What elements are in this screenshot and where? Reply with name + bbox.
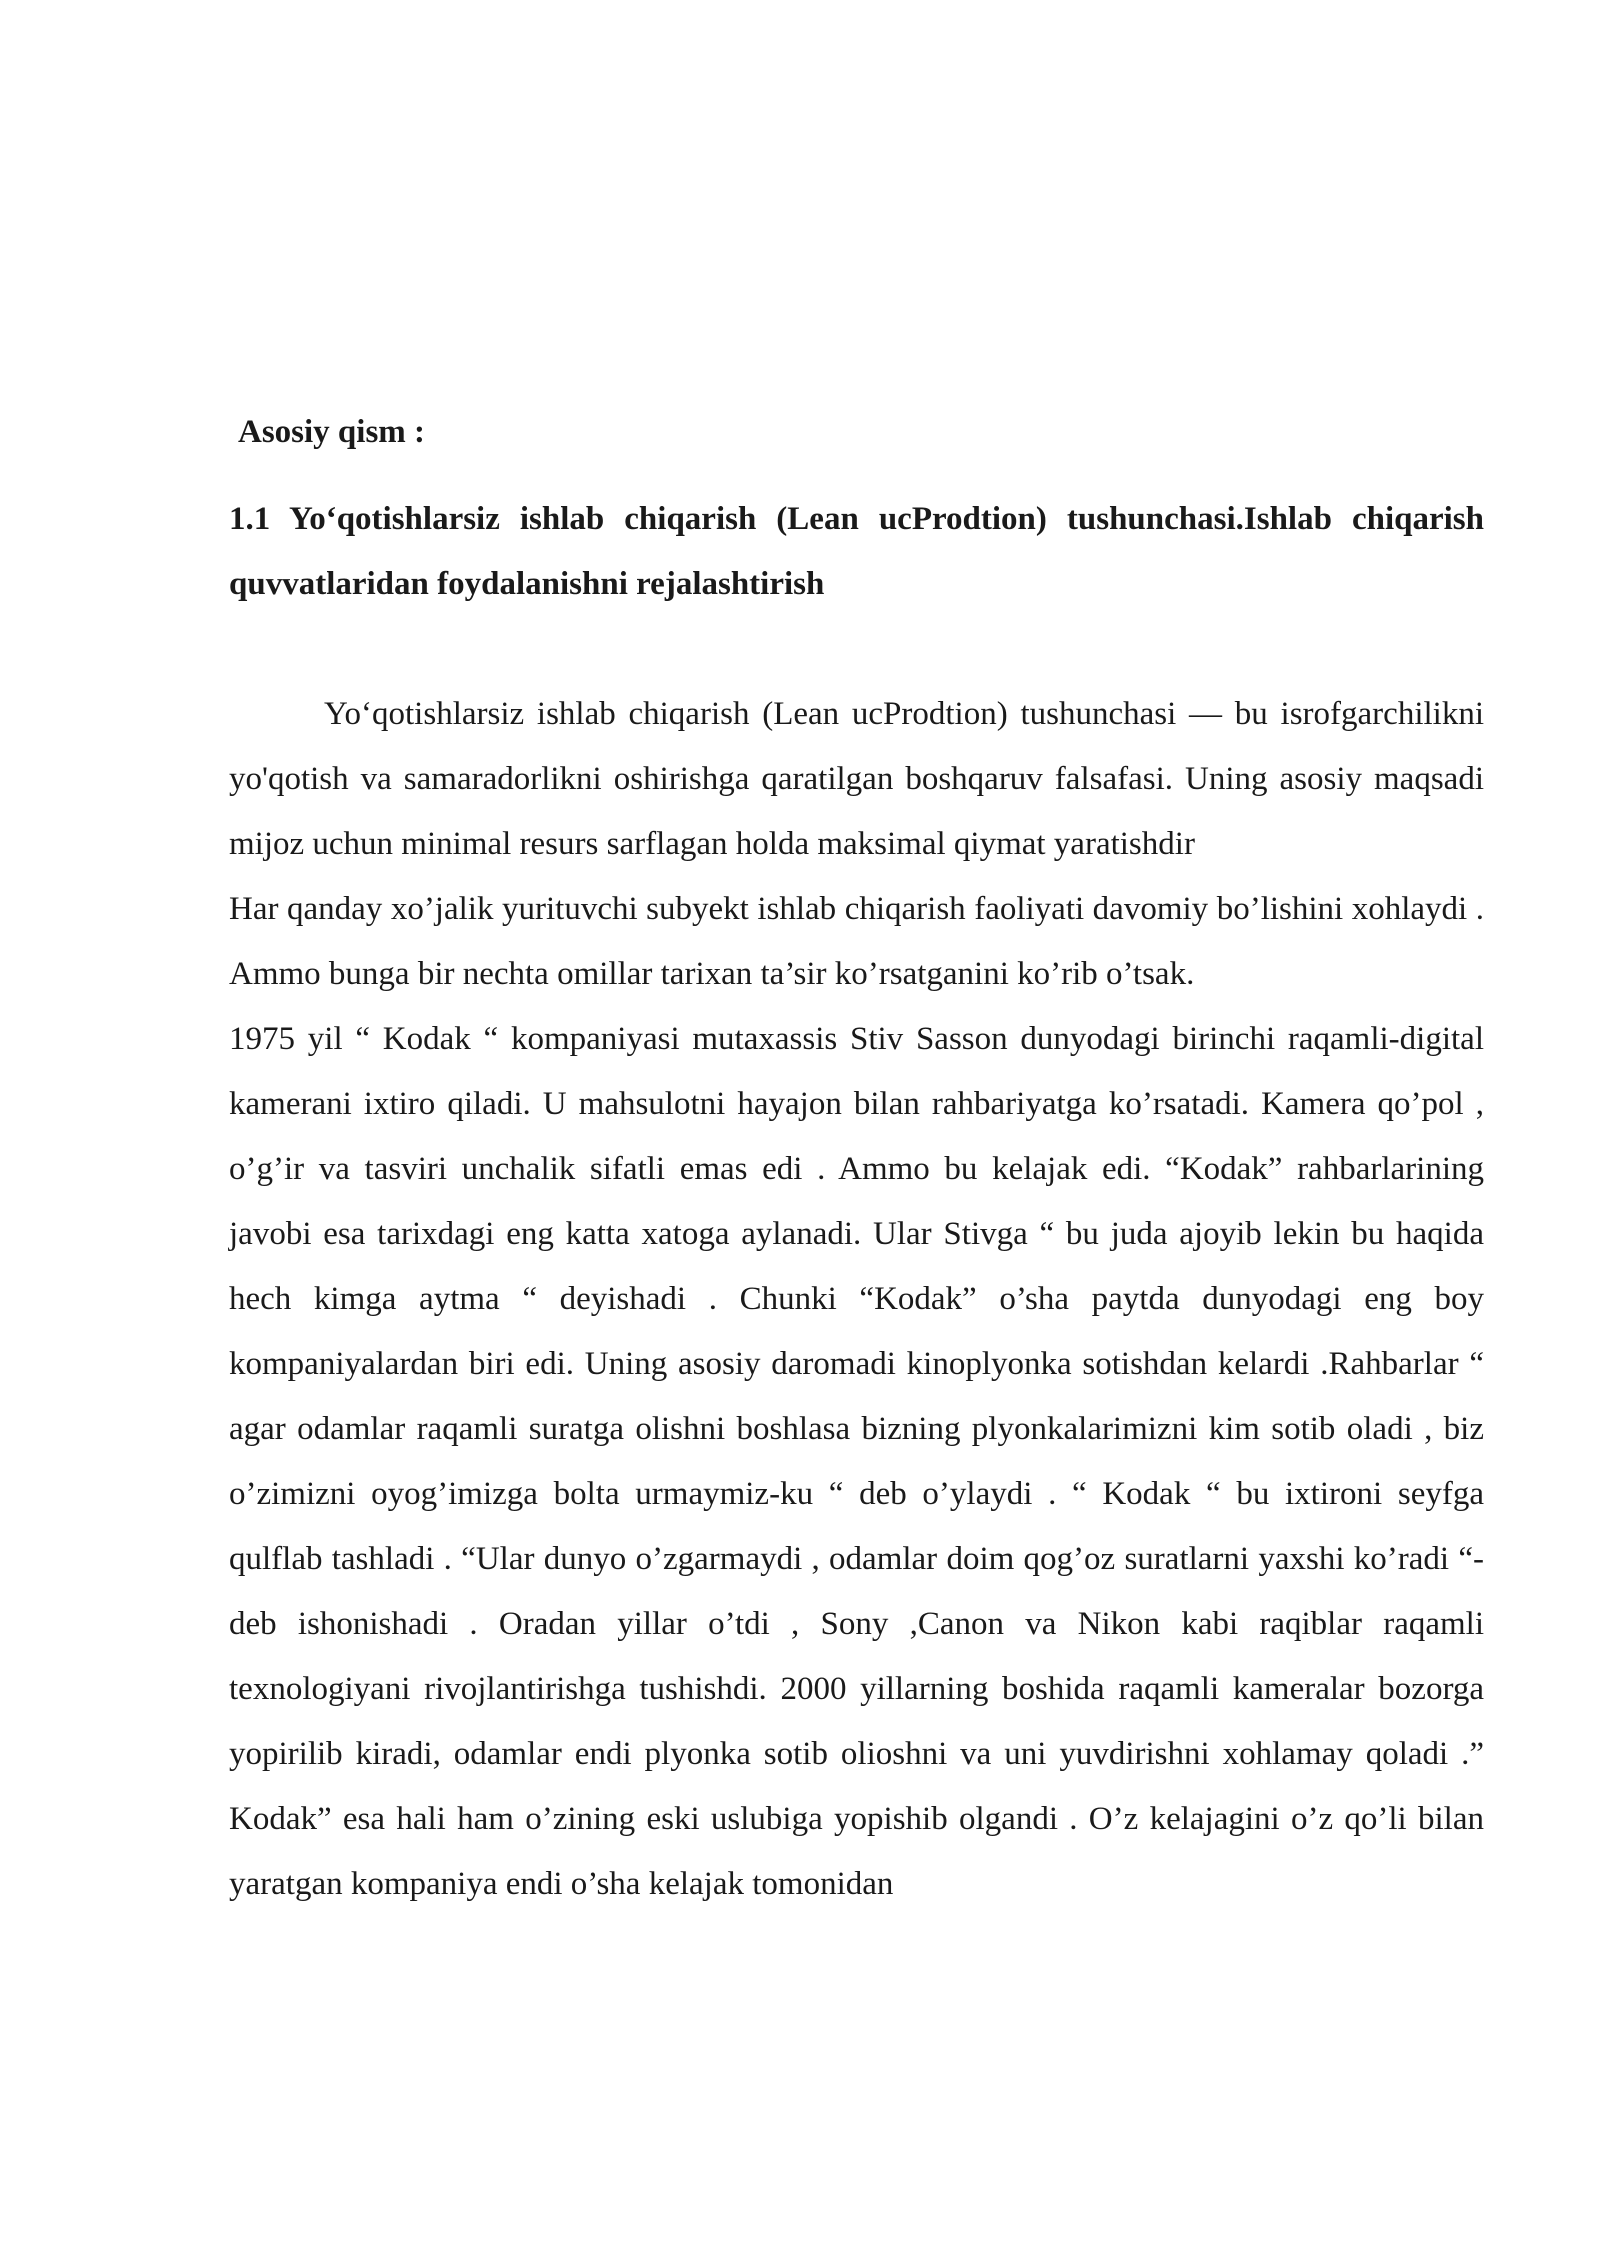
section-label: Asosiy qism : <box>238 414 426 450</box>
paragraph-kodak-story: 1975 yil “ Kodak “ kompaniyasi mutaxassis Stiv Sasson dunyodagi birinchi raqamli-digital kamerani ixtiro qiladi. U mahsulotni hayajon bilan rahbariyatga ko’rsatadi. Kamera qo’pol , o’g’ir va tasviri unchalik sifatli emas edi . Ammo bu kelajak edi. “Kodak” rahbarlarining javobi esa tarixdagi eng katta xatoga aylanadi. Ular Stivga “ bu juda ajoyib lekin bu haqida hech kimga aytma “ deyishadi . Chunki “Kodak” o’sha paytda dunyodagi eng boy kompaniyalardan biri edi. Uning asosiy daromadi kinoplyonka sotishdan kelardi .Rahbarlar “ agar odamlar raqamli suratga olishni boshlasa bizning plyonkalarimizni kim sotib oladi , biz o’zimizni oyog’imizga bolta urmaymiz-ku “ deb o’ylaydi . “ Kodak “ bu ixtironi seyfga qulflab tashladi . “Ular dunyo o’zgarmaydi , odamlar doim qog’oz suratlarni yaxshi ko’radi “- deb ishonishadi . Oradan yillar o’tdi , Sony ,Canon va Nikon kabi raqiblar raqamli texnologiyani rivojlantirishga tushishdi. 2000 yillarning boshida raqamli kameralar bozorga yopirilib kiradi, odamlar endi plyonka sotib olioshni va uni yuvdirishni xohlamay qoladi .” Kodak” esa hali ham o’zining eski uslubiga yopishib olgandi . O’z kelajagini o’z qo’li bilan yaratgan kompaniya endi o’sha kelajak tomonidan <box>229 1021 1484 1902</box>
document-body <box>229 682 1484 1917</box>
paragraph-lean-definition: Yo‘qotishlarsiz ishlab chiqarish (Lean ucProdtion) tushunchasi — bu isrofgarchilikni yo'qotish va samaradorlikni oshirishga qaratilgan boshqaruv falsafasi. Uning asosiy maqsadi mijoz uchun minimal resurs sarflagan holda maksimal qiymat yaratishdir <box>229 696 1484 862</box>
paragraph-continuity: Har qanday xo’jalik yurituvchi subyekt ishlab chiqarish faoliyati davomiy bo’lishini xohlaydi . Ammo bunga bir nechta omillar tarixan ta’sir ko’rsatganini ko’rib o’tsak. <box>229 891 1484 992</box>
section-heading: 1.1 Yo‘qotishlarsiz ishlab chiqarish (Lean ucProdtion) tushunchasi.Ishlab chiqarish quvvatlaridan foydalanishni rejalashtirish <box>229 501 1484 602</box>
